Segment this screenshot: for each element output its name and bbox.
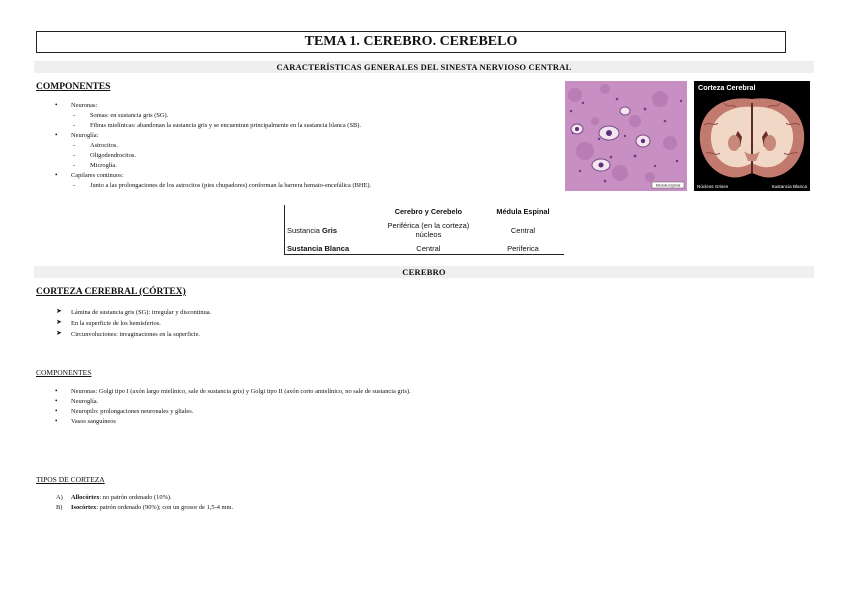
list-item: Capilares continuos:	[71, 172, 124, 179]
list-marker: B)	[56, 504, 63, 511]
brain-section-image	[694, 81, 810, 191]
brain-label-right: Sustancia Blanca	[771, 184, 807, 189]
row-label-bold: Gris	[322, 225, 338, 235]
bullet-icon: •	[55, 397, 58, 405]
section-band-general: CARACTERÍSTICAS GENERALES DEL SINESTA NERVIOSO CENTRAL	[34, 61, 814, 73]
table-header: Médula Espinal	[496, 207, 550, 216]
term: Allocórtex	[71, 494, 100, 501]
dash-icon: -	[73, 112, 76, 119]
list-item	[71, 504, 233, 511]
list-item: Neuroglía:	[71, 132, 99, 139]
list-subitem: Astrocitos.	[90, 142, 118, 149]
list-subitem: Junto a las prolongaciones de los astrocitos (pies chupadores) conforman la barrera hemato-encefálica (BHE).	[90, 182, 372, 189]
table-header: Cerebro y Cerebelo	[394, 207, 463, 216]
list-item: Circunvoluciones: invaginaciones en la superficie.	[71, 331, 201, 338]
cortex-heading: CORTEZA CEREBRAL (CÓRTEX)	[36, 287, 186, 297]
list-marker: A)	[56, 494, 63, 501]
table-row-label	[285, 218, 375, 242]
histology-label: Médula Espinal	[655, 183, 681, 188]
table-cell: Central	[510, 225, 536, 235]
comparison-table	[284, 205, 564, 255]
term-description: : patrón ordenado (90%); con un grosor de 1,5-4 mm.	[96, 504, 234, 511]
dash-icon: -	[73, 152, 76, 159]
row-label-plain: Sustancia	[287, 225, 323, 235]
term: Isocórtex	[71, 504, 97, 511]
term-description: : no patrón ordenado (10%).	[99, 494, 172, 501]
table-header-row	[285, 205, 565, 218]
table-row	[285, 218, 565, 242]
bullet-icon: •	[55, 101, 58, 109]
table-row	[285, 242, 565, 255]
brain-label-left: Núcleos Grises	[697, 184, 729, 189]
list-subitem: Somas: en sustancia gris (SG).	[90, 112, 169, 119]
list-item: En la superficie de los hemisferios.	[71, 320, 161, 327]
components-heading: COMPONENTES	[36, 82, 111, 92]
bullet-icon: •	[55, 407, 58, 415]
table-header-empty	[285, 205, 375, 218]
list-item: Vasos sanguíneos	[71, 418, 116, 425]
table-cell: Central	[375, 242, 482, 255]
list-item: Neuroglía.	[71, 398, 99, 405]
list-item: Lámina de sustancia gris (SG): irregular y discontinua.	[71, 309, 212, 316]
list-item: Neuronas: Golgi tipo I (axón largo mielínico, sale de sustancia gris) y Golgi tipo II (axón corto amielínico, no sale de sustancia gris).	[71, 388, 411, 395]
histology-image	[565, 81, 687, 191]
list-item	[71, 494, 172, 501]
brain-title: Corteza Cerebral	[698, 83, 756, 92]
arrow-bullet-icon: ➤	[56, 307, 62, 315]
bullet-icon: •	[55, 417, 58, 425]
list-subitem: Oligodendrocitos.	[90, 152, 136, 159]
cortex-components-heading: COMPONENTES	[36, 368, 92, 377]
bullet-icon: •	[55, 171, 58, 179]
table-row-label	[285, 242, 375, 255]
dash-icon: -	[73, 122, 76, 129]
table-cell: Periférica (en la corteza) núcleos	[387, 221, 470, 239]
section-band-cerebro: CEREBRO	[34, 266, 814, 278]
row-label-bold: Sustancia Blanca	[287, 243, 350, 253]
dash-icon: -	[73, 182, 76, 189]
dash-icon: -	[73, 162, 76, 169]
list-subitem: Microglía.	[90, 162, 117, 169]
bullet-icon: •	[55, 131, 58, 139]
table-cell: Periferica	[482, 242, 564, 255]
list-subitem: Fibras mielínicas: abandonan la sustancia gris y se encuentran principalmente en la sustancia blanca (SB).	[90, 122, 361, 129]
list-item: Neuropilo: prolongaciones neuronales y gliales.	[71, 408, 194, 415]
cortex-types-heading: TIPOS DE CORTEZA	[36, 475, 105, 484]
bullet-icon: •	[55, 387, 58, 395]
arrow-bullet-icon: ➤	[56, 318, 62, 326]
page-title: TEMA 1. CEREBRO. CEREBELO	[36, 31, 786, 53]
dash-icon: -	[73, 142, 76, 149]
list-item: Neuronas:	[71, 102, 98, 109]
arrow-bullet-icon: ➤	[56, 329, 62, 337]
